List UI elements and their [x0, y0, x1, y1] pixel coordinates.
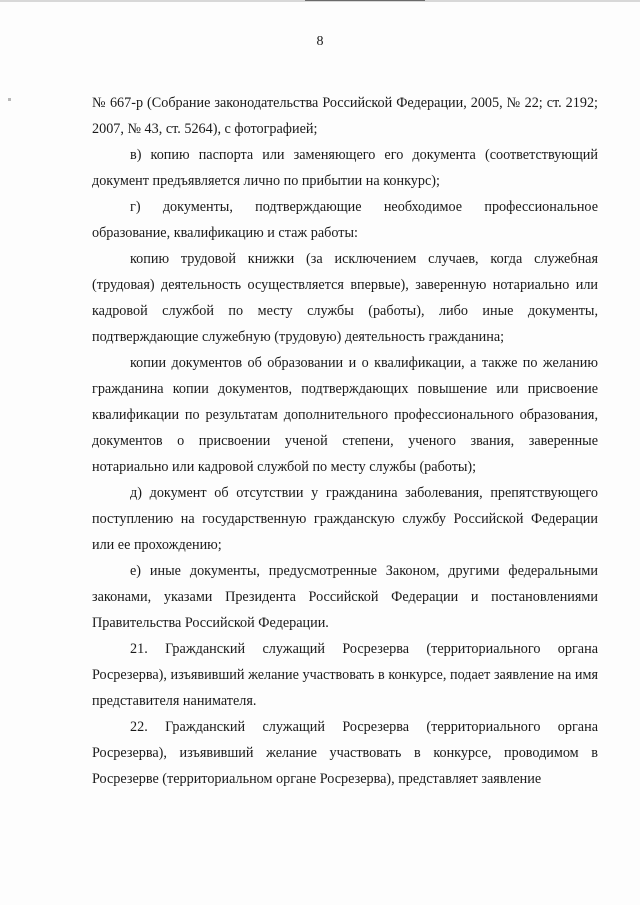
top-edge-mark [305, 0, 425, 1]
document-body [92, 90, 598, 792]
paragraph-education-docs: копии документов об образовании и о квалификации, а также по желанию гражданина копии документов, подтверждающих повышение или присвоение квалификации по результатам дополнительного профессионального образования, документов о присвоении ученой степени, ученого звания, заверенные нотариально или кадровой службой по месту службы (работы); [92, 355, 598, 475]
paragraph-item-e: е) иные документы, предусмотренные Законом, другими федеральными законами, указами Президента Российской Федерации и постановлениями Правительства Российской Федерации. [92, 563, 598, 631]
margin-dot [8, 98, 11, 101]
paragraph-22: 22. Гражданский служащий Росрезерва (территориального органа Росрезерва), изъявивший желание участвовать в конкурсе, проводимом в Росрезерве (территориальном органе Росрезерва), представляет заявление [92, 719, 598, 787]
paragraph-21: 21. Гражданский служащий Росрезерва (территориального органа Росрезерва), изъявивший желание участвовать в конкурсе, подает заявление на имя представителя нанимателя. [92, 641, 598, 709]
paragraph-item-g: г) документы, подтверждающие необходимое профессиональное образование, квалификацию и стаж работы: [92, 199, 598, 241]
paragraph-work-record: копию трудовой книжки (за исключением случаев, когда служебная (трудовая) деятельность осуществляется впервые), заверенную нотариально или кадровой службой по месту службы (работы), либо иные документы, подтверждающие служебную (трудовую) деятельность гражданина; [92, 251, 598, 345]
paragraph-continuation: № 667-р (Собрание законодательства Российской Федерации, 2005, № 22; ст. 2192; 2007, № 43, ст. 5264), с фотографией; [92, 95, 598, 137]
paragraph-item-v: в) копию паспорта или заменяющего его документа (соответствующий документ предъявляется лично по прибытии на конкурс); [92, 147, 598, 189]
paragraph-item-d: д) документ об отсутствии у гражданина заболевания, препятствующего поступлению на государственную гражданскую службу Российской Федерации или ее прохождению; [92, 485, 598, 553]
page-number: 8 [316, 34, 324, 49]
